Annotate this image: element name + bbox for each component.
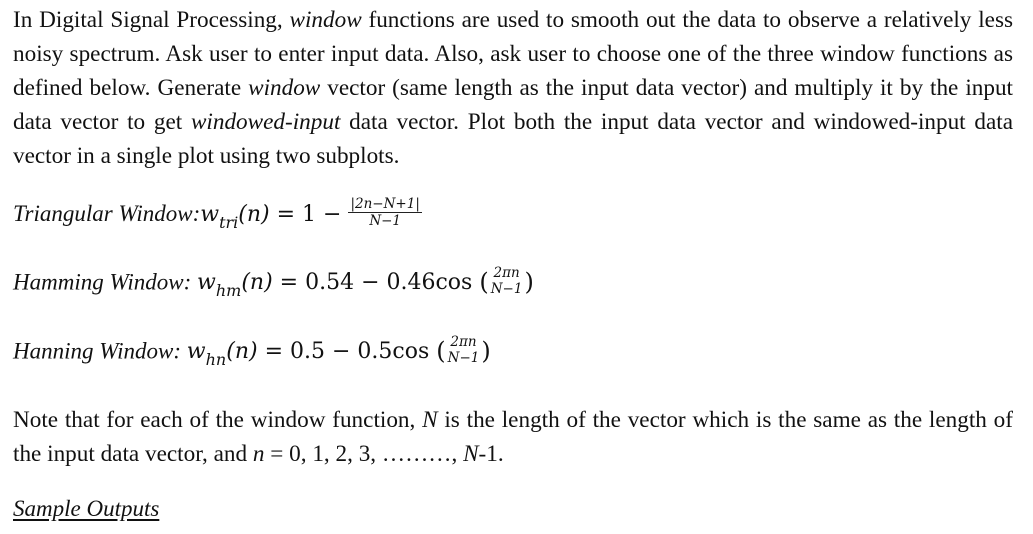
hamming-window-formula xyxy=(13,265,833,301)
hanning-window-label: Hanning Window: xyxy=(13,338,187,364)
intro-emphasis-window-2: window xyxy=(248,75,321,101)
intro-text-1: In Digital Signal Processing, xyxy=(13,7,290,33)
note-emphasis-N: N xyxy=(422,407,438,433)
hanning-w-symbol: w xyxy=(186,339,206,365)
hamming-window-expression xyxy=(197,270,480,301)
hanning-fraction xyxy=(446,334,482,366)
hamming-argument: (n) xyxy=(241,270,273,296)
hamming-equals: = 0.54 − 0.46cos xyxy=(272,270,480,296)
hamming-numerator: 2πn xyxy=(493,265,520,281)
hanning-denominator: N−1 xyxy=(447,350,480,366)
triangular-window-formula xyxy=(13,196,833,232)
intro-text-3: vector (same length as the input data vector) and multiply it by the input data vector to get xyxy=(13,75,1013,135)
triangular-w-symbol: w xyxy=(200,201,220,227)
intro-text-4: data vector. Plot both the input data vector and windowed-input data vector in a single plot using two subplots. xyxy=(13,109,1013,169)
hanning-window-expression xyxy=(186,339,437,370)
intro-paragraph xyxy=(13,3,1013,173)
hanning-equals: = 0.5 − 0.5cos xyxy=(257,339,437,365)
hamming-w-symbol: w xyxy=(197,270,216,296)
intro-emphasis-windowed-input: windowed-input xyxy=(190,109,341,135)
sample-outputs-heading: Sample Outputs xyxy=(13,496,160,521)
intro-emphasis-window-1: window xyxy=(289,7,362,33)
hamming-denominator: N−1 xyxy=(490,281,523,297)
hanning-window-formula xyxy=(13,334,833,370)
note-paragraph xyxy=(13,403,1013,471)
note-emphasis-n: n xyxy=(252,441,265,467)
hamming-subscript: hm xyxy=(215,281,242,301)
hanning-subscript: hn xyxy=(205,350,227,370)
triangular-equals: = 1 − xyxy=(269,201,349,227)
triangular-window-expression xyxy=(200,201,349,232)
triangular-denominator: N−1 xyxy=(369,213,402,229)
note-text-3: = 0, 1, 2, 3, ………, xyxy=(264,441,464,467)
hamming-window-label: Hamming Window: xyxy=(13,269,197,295)
triangular-subscript: tri xyxy=(219,212,239,232)
hanning-right-paren: ) xyxy=(481,337,491,365)
note-text-4: -1. xyxy=(478,441,504,467)
triangular-window-label: Triangular Window: xyxy=(13,200,201,226)
hanning-left-paren: ( xyxy=(436,337,446,365)
note-text-1: Note that for each of the window function, xyxy=(13,407,423,433)
hamming-right-paren: ) xyxy=(524,268,534,296)
triangular-argument: (n) xyxy=(238,201,270,227)
hamming-left-paren: ( xyxy=(479,268,489,296)
note-text-2: is the length of the vector which is the same as the length of the input data vector, and xyxy=(13,407,1013,467)
note-emphasis-N-2: N xyxy=(463,441,479,467)
triangular-fraction xyxy=(348,196,421,229)
hanning-numerator: 2πn xyxy=(450,334,477,350)
hamming-fraction xyxy=(489,265,525,297)
triangular-numerator: |2n−N+1| xyxy=(350,196,420,212)
intro-text-2: functions are used to smooth out the data to observe a relatively less noisy spectrum. Ask user to enter input data. Also, ask user to choose one of the three window functions as defined below. Generate xyxy=(13,7,1013,101)
hanning-argument: (n) xyxy=(226,339,258,365)
